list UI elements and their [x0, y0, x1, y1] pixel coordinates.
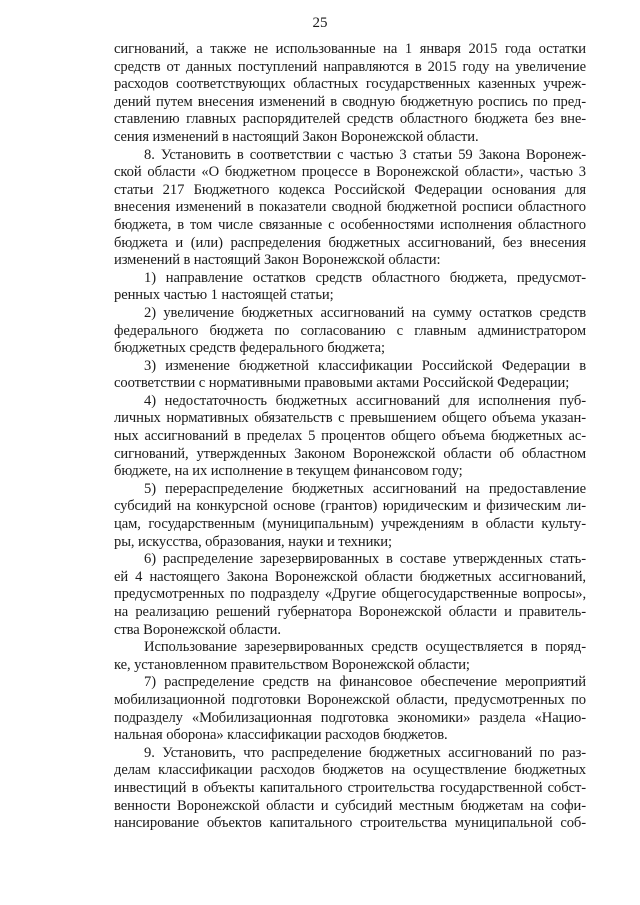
- text-line: предусмотренных по подразделу «Другие общегосударственные вопросы»,: [114, 586, 586, 603]
- text-line: подразделу «Мобилизационная подготовка экономики» раздела «Нацио-: [114, 709, 586, 726]
- text-line: расходов соответствующих областных государственных казенных учреж-: [114, 76, 586, 93]
- text-line: сигнований, утвержденных Законом Воронежской области об областном: [114, 445, 586, 462]
- text-line: на реализацию решений губернатора Воронежской области и правитель-: [114, 604, 586, 620]
- text-line: бюджета, в том числе связанные с особенностями исполнения областного: [114, 216, 586, 233]
- text-line: Использование зарезервированных средств осуществляется в поряд-: [144, 639, 586, 656]
- text-line: 4) недостаточность бюджетных ассигнований для исполнения пуб-: [144, 392, 586, 409]
- text-line: ей 4 настоящего Закона Воронежской области бюджетных ассигнований,: [114, 568, 586, 585]
- text-line: бюджете, на их исполнение в текущем финансовом году;: [114, 463, 463, 480]
- text-line: ставлению главных распорядителей средств областного бюджета без вне-: [114, 111, 586, 128]
- text-line: ры, искусства, образования, науки и техники;: [114, 533, 392, 550]
- text-line: 6) распределение зарезервированных в составе утвержденных стать-: [144, 551, 586, 568]
- text-line: 3) изменение бюджетной классификации Российской Федерации в: [144, 357, 586, 374]
- text-line: мобилизационной подготовки Воронежской области, предусмотренных по: [114, 691, 586, 708]
- text-line: 9. Установить, что распределение бюджетных ассигнований по раз-: [144, 744, 586, 761]
- text-line: изменений в настоящий Закон Воронежской области:: [114, 252, 441, 269]
- text-line: средств от данных поступлений направляются в 2015 году на увеличение: [114, 58, 586, 75]
- text-line: бюджетных средств федерального бюджета;: [114, 340, 385, 357]
- text-line: внесения изменений в показатели сводной бюджетной росписи областного: [114, 199, 586, 216]
- text-line: 1) направление остатков средств областного бюджета, предусмот-: [144, 269, 586, 286]
- text-line: федерального бюджета по согласованию с главным администратором: [114, 322, 586, 339]
- text-line: 7) распределение средств на финансовое обеспечение мероприятий: [144, 674, 586, 691]
- text-line: статьи 217 Бюджетного кодекса Российской Федерации основания для: [114, 181, 586, 198]
- text-line: делам классификации расходов бюджетов на осуществление бюджетных: [114, 762, 586, 779]
- text-line: 5) перераспределение бюджетных ассигнований на предоставление: [144, 480, 586, 497]
- text-line: 8. Установить в соответствии с частью 3 статьи 59 Закона Воронеж-: [144, 146, 586, 163]
- text-line: цам, государственным (муниципальным) учреждениям в области культу-: [114, 516, 586, 533]
- text-line: субсидий на конкурсной основе (грантов) юридическим и физическим ли-: [114, 498, 586, 515]
- text-line: ных ассигнований в пределах 5 процентов общего объема бюджетных ас-: [114, 428, 586, 445]
- text-line: инвестиций в объекты капитального строительства государственной собст-: [114, 779, 586, 796]
- text-line: нальная оборона» классификации расходов бюджетов.: [114, 727, 448, 744]
- text-line: венности Воронежской области и субсидий местным бюджетам на софи-: [114, 797, 586, 814]
- text-line: 2) увеличение бюджетных ассигнований на сумму остатков средств: [144, 304, 586, 321]
- text-line: сения изменений в настоящий Закон Воронежской области.: [114, 128, 479, 145]
- text-line: сигнований, а также не использованные на 1 января 2015 года остатки: [114, 41, 586, 57]
- text-line: дений путем внесения изменений в сводную бюджетную роспись по пред-: [114, 93, 586, 110]
- text-line: ке, установленном правительством Воронежской области;: [114, 656, 470, 673]
- text-line: личных нормативных обязательств с превышением общего объема указан-: [114, 410, 586, 427]
- text-line: соответствии с нормативными правовыми актами Российской Федерации;: [114, 375, 570, 392]
- page-number: 25: [312, 15, 328, 31]
- text-line: ства Воронежской области.: [114, 621, 281, 638]
- text-line: ренных частью 1 настоящей статьи;: [114, 287, 334, 304]
- text-line: нансирование объектов капитального строительства муниципальной соб-: [114, 815, 586, 832]
- document-body: [114, 41, 586, 833]
- text-line: ской области «О бюджетном процессе в Воронежской области», частью 3: [114, 164, 586, 181]
- text-line: бюджета и (или) распределения бюджетных ассигнований, без внесения: [114, 234, 586, 251]
